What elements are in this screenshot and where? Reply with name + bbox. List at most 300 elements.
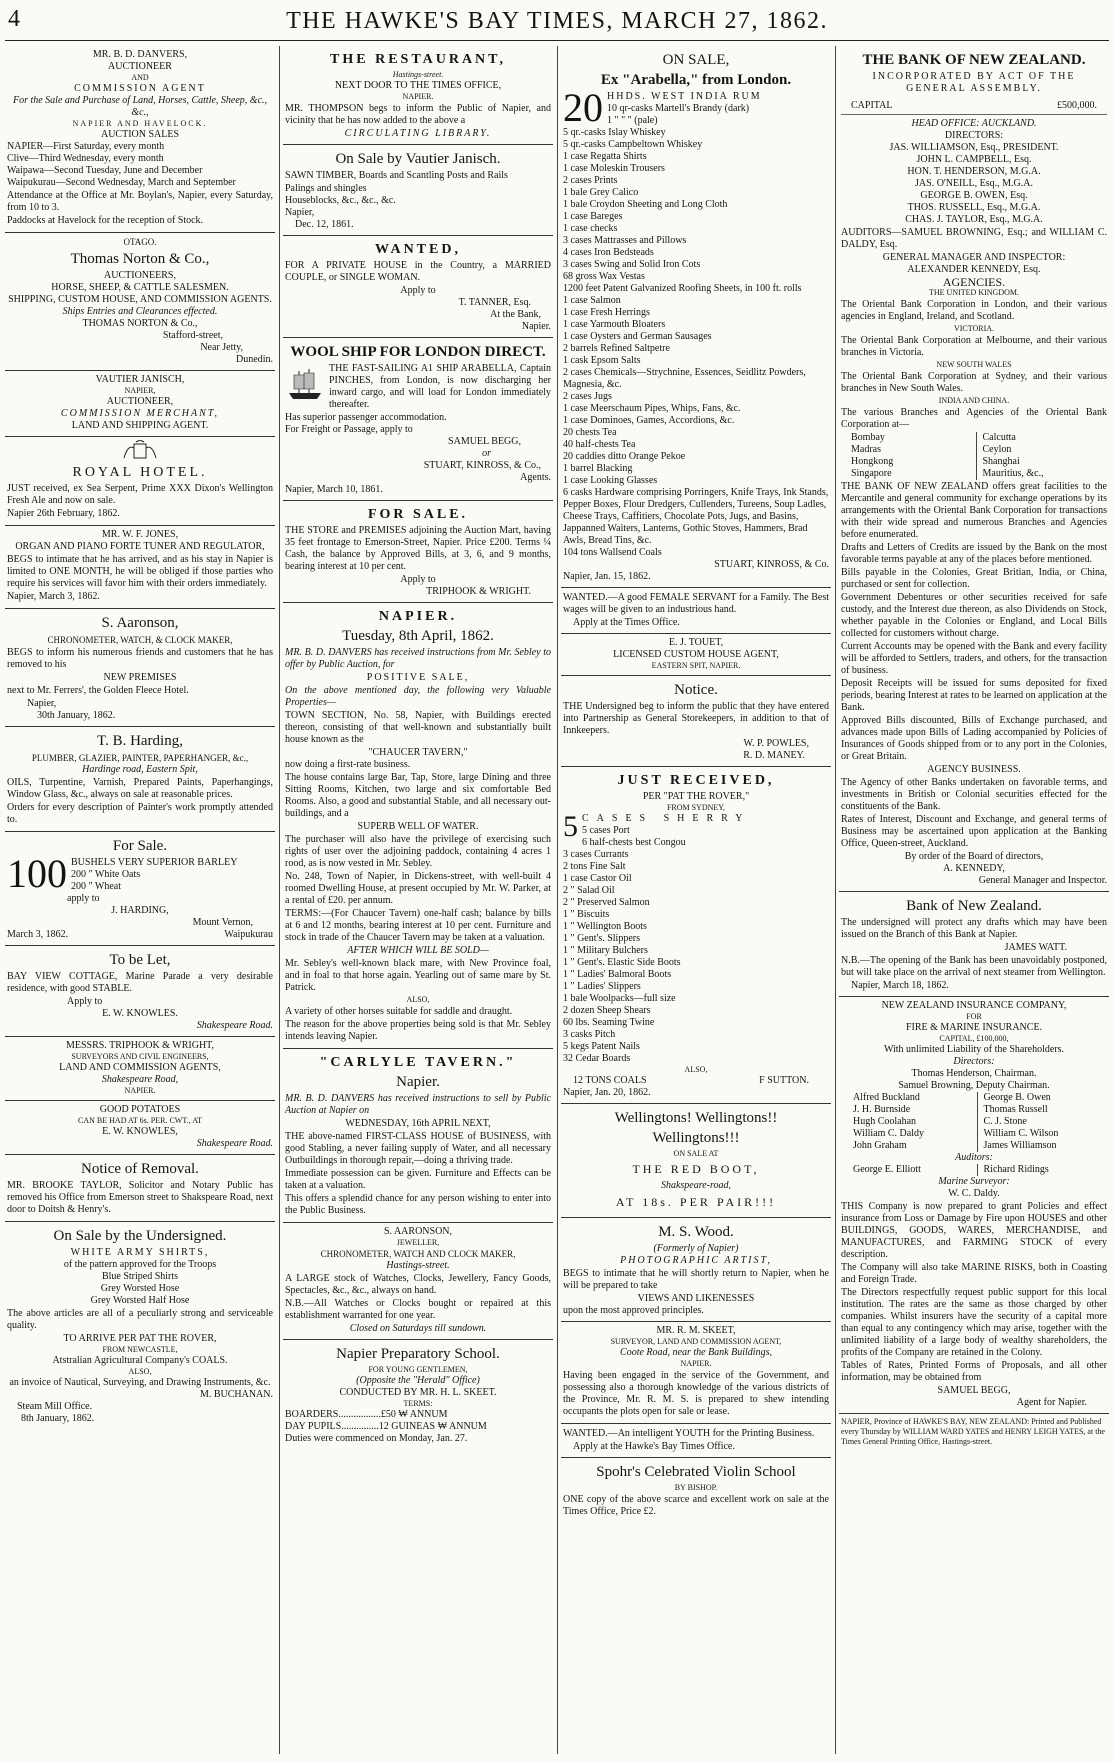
ad-line: Has superior passenger accommodation. [285, 412, 447, 423]
ad-body: THE Undersigned beg to inform the public that they have entered into Partnership as General Storekeepers, in addition to that of Innkeepers. [563, 701, 829, 736]
list-item: 1 case Fresh Herrings [563, 307, 650, 318]
list-item: 6 casks Hardware comprising Porringers, Knife Trays, Ink Stands, Pepper Boxes, Flour Dredgers, Cullenders, Tureens, Soup Ladles, Cheese Trays, Caffitiers, Chocolate Pots, Jugs, and Basins, Jappanned Waiters, Lanterns, Gothic Stoves, Hammers, Brad Awls, Bread Tins, &c. [563, 487, 829, 546]
list-item: 1 case Dominoes, Games, Accordions, &c. [563, 415, 735, 426]
advertiser-title: LAND AND COMMISSION AGENTS, [59, 1062, 221, 1073]
ad-body: THE BANK OF NEW ZEALAND offers great facilities to the Mercantile and general community for exchange operations by its arrangements with the Oriental Bank Corporation for transactions with their wide spread and numerous Branches and Agencies before enumerated. [841, 481, 1107, 540]
address-line: Coote Road, near the Bank Buildings, [620, 1347, 772, 1358]
ad-body: Orders for every description of Painter's work promptly attended to. [7, 802, 273, 825]
list-item: 3 cases Swing and Solid Iron Cots [563, 259, 701, 270]
ad-line: HEAD OFFICE: AUCKLAND. [911, 118, 1037, 129]
ad-line: "CHAUCER TAVERN," [368, 747, 468, 758]
list-item: 104 tons Wallsend Coals [563, 547, 662, 558]
ad-line: FROM SYDNEY, [666, 803, 726, 812]
fee-line: BOARDERS.................£50 ₩ ANNUM [285, 1409, 448, 1420]
list-item: 2 " Salad Oil [563, 885, 615, 896]
column-divider [835, 46, 836, 1754]
ad-body: MR. B. D. DANVERS has received instructions to sell by Public Auction at Napier on [285, 1093, 551, 1116]
ad-wanted-couple [283, 236, 553, 338]
large-number: 100 [7, 851, 67, 896]
ad-headline: Wellingtons!!! [652, 1130, 740, 1146]
ad-line: Agent for Napier. [1016, 1397, 1087, 1408]
section-heading: Auditors: [955, 1152, 993, 1163]
ad-body: N.B.—All Watches or Clocks bought or repaired at this establishment warranted for one year. [285, 1298, 551, 1321]
ad-headline: On Sale by Vautier Janisch. [335, 151, 501, 167]
ad-body: THIS Company is now prepared to grant Policies and effect insurance from Loss or Damage by Fire upon HOUSES and other BUILDINGS, GOODS, WARES, MERCHANDISE, and MANUFACTURES, and FARMING STOCK of every description. [841, 1201, 1107, 1260]
list-item: CHAS. J. TAYLOR, Esq., M.G.A. [905, 214, 1043, 225]
ad-line: General Manager and Inspector. [978, 875, 1107, 886]
address-line: Shakespeare Road. [196, 1138, 273, 1149]
list-item: Waipukurau—Second Wednesday, March and September [7, 177, 236, 188]
list-item: 5 qr.-casks Islay Whiskey [563, 127, 666, 138]
ad-aaronson [5, 609, 275, 727]
ad-body: WANTED.—An intelligent YOUTH for the Printing Business. [563, 1428, 815, 1439]
page-number: 4 [8, 6, 20, 32]
ad-body: Drafts and Letters of Credits are issued by the Bank on the most favorable terms payable at any of the places before mentioned. [841, 542, 1107, 565]
list-item: Richard Ridings [983, 1164, 1049, 1175]
section-heading: Marine Surveyor: [938, 1176, 1010, 1187]
ad-wanted-youth [561, 1424, 831, 1458]
region-heading: INDIA AND CHINA. [938, 396, 1010, 405]
signature: M. BUCHANAN. [199, 1389, 273, 1400]
ad-body: THE STORE and PREMISES adjoining the Auction Mart, having 35 feet frontage to Emerson-Street, Napier. Price £200. Terms ¼ Cash, the balance by Approved Bills, at 3, 6, and 9 months, bearing interest at 10 per cent. [285, 525, 551, 572]
ad-line: For Freight or Passage, apply to [285, 424, 413, 435]
ad-body: MR. B. D. DANVERS has received instructions from Mr. Sebley to offer by Public Auction, for [285, 647, 551, 670]
ad-body: The above articles are all of a peculiarly strong and serviceable quality. [7, 1308, 273, 1331]
list-item: 5 cases Port [582, 825, 630, 836]
ad-aaronson-jeweller [283, 1223, 553, 1340]
ad-line: VIEWS AND LIKENESSES [637, 1293, 755, 1304]
large-number: 5 [563, 810, 578, 843]
ad-date: WEDNESDAY, 16th APRIL NEXT, [345, 1118, 491, 1129]
ad-body: The house contains large Bar, Tap, Store, large Dining and three Sitting Rooms, Kitchen, two large and six comfortable Bed Rooms. Also, a good and substantial Stable, and all necessary out-buildings, and a [285, 772, 551, 819]
ad-on-sale-arabella [561, 46, 831, 588]
section-heading: AGENCIES. [942, 275, 1006, 289]
address-line: Shakespeare Road, [101, 1074, 179, 1085]
address-line: At the Bank, [490, 309, 541, 320]
list-item: JAS. WILLIAMSON, Esq., PRESIDENT. [889, 142, 1059, 153]
address-line: Near Jetty, [200, 342, 243, 353]
ad-body: MR. THOMPSON begs to inform the Public of Napier, and vicinity that he has now added to the above a [285, 103, 551, 126]
list-item: Blue Striped Shirts [101, 1271, 179, 1282]
advertiser-title: SURVEYORS AND CIVIL ENGINEERS, [71, 1052, 209, 1061]
ad-harding [5, 727, 275, 832]
ad-line: INCORPORATED BY ACT OF THE GENERAL ASSEMBLY. [872, 71, 1076, 94]
ad-body: AUDITORS—SAMUEL BROWNING, Esq.; and WILLIAM C. DALDY, Esq. [841, 227, 1107, 250]
list-item: Grey Worsted Hose [100, 1283, 180, 1294]
ad-line: TO ARRIVE PER PAT THE ROVER, [63, 1333, 217, 1344]
ad-headline: GOOD POTATOES [99, 1104, 181, 1115]
address-line: Dunedin. [236, 354, 273, 365]
ad-location: NAPIER. [680, 1359, 712, 1368]
ad-body: The various Branches and Agencies of the Oriental Bank Corporation at— [841, 407, 1107, 430]
ad-line: NEW PREMISES [103, 672, 177, 683]
ad-removal [5, 1155, 275, 1222]
ad-danvers [5, 46, 275, 233]
ad-line: HORSE, SHEEP, & CATTLE SALESMEN. [51, 282, 229, 293]
newspaper-masthead: THE HAWKE'S BAY TIMES, MARCH 27, 1862. [286, 8, 828, 34]
list-item: Shanghai [982, 456, 1020, 467]
list-item: 1 " Ladies' Slippers [563, 981, 641, 992]
advertiser-name: T. B. Harding, [97, 733, 183, 749]
list-item: 12 TONS COALS [573, 1075, 647, 1086]
list-item: 1 case Regatta Shirts [563, 151, 647, 162]
ad-restaurant [283, 46, 553, 145]
ad-vautier-timber [283, 145, 553, 236]
ad-line: apply to [67, 893, 100, 904]
list-item: 2 cases Jugs [563, 391, 612, 402]
list-item: 1 " Wellington Boots [563, 921, 647, 932]
ad-line: Apply to [400, 285, 436, 296]
list-item: 1 case Looking Glasses [563, 475, 658, 486]
ad-body: The Oriental Bank Corporation in London, and their various agencies in England, Ireland, and Scotland. [841, 299, 1107, 322]
ad-body: Mr. Sebley's well-known black mare, with New Province foal, and in foal to that horse again. Yearling out of same mare by St. Patrick. [285, 958, 551, 993]
list-item: 68 gross Wax Vestas [563, 271, 645, 282]
list-item: 1 " Ladies' Balmoral Boots [563, 969, 672, 980]
ad-body: On the above mentioned day, the following very Valuable Properties— [285, 685, 551, 708]
ad-line: now doing a first-rate business. [285, 759, 411, 770]
ad-headline: To be Let, [109, 952, 171, 968]
ad-body: TERMS:—(For Chaucer Tavern) one-half cash; balance by bills at 6 and 12 months, bearing interest at 10 per cent. Furniture and stock in trade of the Chaucer Tavern may be taken at a valuation. [285, 908, 551, 943]
address-line: Hardinge road, Eastern Spit, [82, 764, 198, 775]
section-heading: DIRECTORS: [944, 130, 1004, 141]
ad-body: CAN BE HAD AT 6s. PER. CWT., AT [78, 1116, 202, 1125]
ad-line: THE RED BOOT, [632, 1162, 760, 1176]
list-item: Madras [851, 444, 881, 455]
advertiser-title: LICENSED CUSTOM HOUSE AGENT, [613, 649, 779, 660]
ad-headline: For Sale. [112, 838, 168, 854]
ad-location: EASTERN SPIT, NAPIER. [651, 661, 741, 670]
advertiser-name: VAUTIER JANISCH, [95, 374, 185, 385]
list-item: James Williamson [983, 1140, 1057, 1151]
ad-body: next to Mr. Ferrers', the Golden Fleece Hotel. [7, 685, 189, 696]
column-1 [5, 46, 275, 1746]
ad-body: The Oriental Bank Corporation at Melbourne, and their various branches in Victoria. [841, 335, 1107, 358]
signature: THOMAS NORTON & Co., [82, 318, 198, 329]
ad-line: Duties were commenced on Monday, Jan. 27. [285, 1433, 468, 1444]
list-item: 1 bale Grey Calico [563, 187, 639, 198]
ad-line: ON SALE AT [673, 1149, 719, 1158]
ad-spohr-violin [561, 1458, 831, 1523]
ad-body: JUST received, ex Sea Serpent, Prime XXX Dixon's Wellington Fresh Ale and now on sale. [7, 483, 273, 506]
connector-text: AND [131, 73, 149, 82]
ad-line: PER "PAT THE ROVER," [642, 791, 750, 802]
column-divider [557, 46, 558, 1754]
ad-line: CIRCULATING LIBRARY. [344, 128, 492, 139]
ad-buchanan [5, 1222, 275, 1429]
connector-text: or [482, 448, 491, 459]
list-item: 2 dozen Sheep Shears [563, 1005, 651, 1016]
capital-value: £500,000. [1057, 100, 1097, 111]
ad-body: an invoice of Nautical, Surveying, and Drawing Instruments, &c. [9, 1377, 271, 1388]
list-item: 3 cases Mattrasses and Pillows [563, 235, 687, 246]
list-item: of the pattern approved for the Troops [63, 1259, 217, 1270]
ad-body: BEGS to intimate that he will shortly return to Napier, when he will be prepared to take [563, 1268, 829, 1291]
ad-headline: Notice. [674, 682, 718, 698]
list-item: 2 cases Chemicals—Strychnine, Essences, Seidlitz Powders, Magnesia, &c. [563, 367, 806, 390]
sales-list [7, 141, 273, 189]
ad-headline: Spohr's Celebrated Violin School [596, 1464, 796, 1480]
ad-nz-insurance [839, 997, 1109, 1414]
ad-line: ALEXANDER KENNEDY, Esq. [907, 264, 1041, 275]
list-item: 5 qr.-casks Campbeltown Whiskey [563, 139, 703, 150]
ad-line: CAPITAL, £100,000, [939, 1034, 1009, 1043]
ad-line: Apply at the Hawke's Bay Times Office. [573, 1441, 735, 1452]
list-item: 2 cases Prints [563, 175, 618, 186]
ad-location: NAPIER. [124, 1086, 156, 1095]
ad-body: The Agency of other Banks undertaken on favorable terms, and investments in British or Colonial securities effected for the constituents of the Bank. [841, 777, 1107, 812]
list-item: CASES SHERRY [582, 813, 751, 824]
ad-line: Apply to [67, 996, 103, 1007]
list-item: Mauritius, &c., [982, 468, 1044, 479]
ad-line: Apply at the Times Office. [573, 617, 680, 628]
ad-body: Approved Bills discounted, Bills of Exchange purchased, and advances made upon Bills of Lading accompanied by Policies of Insurances of Goods shipped from or to any port in the Colonies, or Great Britain. [841, 715, 1107, 762]
signature: F SUTTON. [759, 1075, 809, 1086]
ad-body: The Oriental Bank Corporation at Sydney, and their various branches in New South Wales. [841, 371, 1107, 394]
list-item: 1 case Meerschaum Pipes, Whips, Fans, &c. [563, 403, 741, 414]
ad-line: W. C. Daldy. [948, 1188, 1000, 1199]
directors-list [841, 142, 1107, 226]
ad-body: BAY VIEW COTTAGE, Marine Parade a very desirable residence, with good STABLE. [7, 971, 273, 994]
ad-triphook [5, 1037, 275, 1101]
ad-date: Napier, Jan. 20, 1862. [563, 1087, 651, 1098]
list-item: 1 case Bareges [563, 211, 623, 222]
ad-headline: ON SALE, [662, 52, 730, 68]
ad-body: Rates of Interest, Discount and Exchange, and general terms of Business may be ascertained upon application at the Banking Office, Queen-street, Auckland. [841, 814, 1107, 849]
royal-crest-icon [120, 440, 160, 462]
ad-wood-photographer [561, 1218, 831, 1322]
ad-line: SUPERB WELL OF WATER. [357, 821, 479, 832]
ad-headline: On Sale by the Undersigned. [53, 1228, 227, 1244]
ad-body: The purchaser will also have the privilege of exercising such rights of user over the adjoining paddock, containing 4 acres 1 rood, as is now vested in Mr. Sebley. [285, 834, 551, 869]
list-item: NAPIER—First Saturday, every month [7, 141, 165, 152]
ad-wanted-servant [561, 588, 831, 634]
ad-body: The Directors respectfully request public support for this local institution. The rates are the same as those charged by other companies. Whilst insurers have the security of a capital more than equal to any contingency which may arise, together with the unlimited liability of a large body of wealthy shareholders, the profits of the Company are retained in the Colony. [841, 1287, 1107, 1358]
ad-body: OILS, Turpentine, Varnish, Prepared Paints, Paperhangings, Window Glass, &c., always on sale at reasonable prices. [7, 777, 273, 800]
ad-body: BEGS to inform his numerous friends and customers that he has removed to his [7, 647, 273, 670]
list-item: William C. Daldy [853, 1128, 924, 1139]
advertiser-title: ORGAN AND PIANO FORTE TUNER AND REGULATOR, [15, 541, 265, 552]
list-item: 200 " Wheat [71, 881, 121, 892]
ad-bank-napier [839, 892, 1109, 997]
ad-notice-partnership [561, 676, 831, 767]
ad-body: N.B.—The opening of the Bank has been unavoidably postponed, but will take place on the arrival of next steamer from Wellington. [841, 955, 1107, 978]
ad-date: March 3, 1862. [7, 929, 69, 940]
ad-janisch [5, 371, 275, 437]
ad-date: 30th January, 1862. [37, 710, 116, 721]
list-item: Bombay [851, 432, 885, 443]
ad-line: FOR YOUNG GENTLEMEN, [368, 1365, 468, 1374]
ad-description: For the Sale and Purchase of Land, Horses, Cattle, Sheep, &c., &c., [12, 95, 268, 118]
ad-line: AT 18s. PER PAIR!!! [615, 1195, 777, 1209]
sailing-ship-icon [285, 363, 325, 403]
ad-date: Napier, March 3, 1862. [7, 591, 100, 602]
ad-date: 8th January, 1862. [21, 1413, 95, 1424]
advertiser-name: M. S. Wood. [658, 1224, 734, 1240]
ad-body: ONE copy of the above scarce and excellent work on sale at the Times Office, Price £2. [563, 1494, 829, 1517]
signature: W. P. POWLES, [743, 738, 809, 749]
ad-line: (Formerly of Napier) [653, 1243, 739, 1254]
ad-line: ALSO, [684, 1065, 708, 1074]
ad-date: Napier, Jan. 15, 1862. [563, 571, 651, 582]
ad-line: TERMS: [403, 1399, 433, 1408]
column-3 [561, 46, 831, 1746]
list-item: 3 casks Pitch [563, 1029, 616, 1040]
ad-body: Current Accounts may be opened with the Bank and every facility will be afforded to Settlers, traders, and others, for the transaction of business. [841, 641, 1107, 676]
address-line: Hastings-street. [392, 70, 444, 79]
ad-line: Thomas Henderson, Chairman. [911, 1068, 1037, 1079]
list-item: 5 kegs Patent Nails [563, 1041, 640, 1052]
ad-location: Waipukurau [224, 929, 273, 940]
ad-headline: WANTED, [375, 242, 461, 257]
ad-location: NAPIER. [402, 92, 434, 101]
ad-store-for-sale [283, 501, 553, 603]
ad-just-received [561, 767, 831, 1104]
ad-line: Atstralian Agricultural Company's COALS. [52, 1355, 228, 1366]
section-heading: AUCTION SALES [100, 129, 180, 140]
ad-skeet [561, 1322, 831, 1424]
list-item: 20 caddies ditto Orange Pekoe [563, 451, 686, 462]
list-item: 1 " Biscuits [563, 909, 610, 920]
ad-headline: Notice of Removal. [81, 1161, 199, 1177]
list-item: 6 half-chests best Congou [582, 837, 686, 848]
ad-headline: ROYAL HOTEL. [72, 465, 208, 480]
list-item: 1 case Moleskin Trousers [563, 163, 665, 174]
advertiser-name: E. J. TOUET, [668, 637, 724, 648]
ad-body: The undersigned will protect any drafts which may have been issued on the Branch of this Bank at Napier. [841, 917, 1107, 940]
ad-wellingtons [561, 1104, 831, 1218]
ad-headline: FOR SALE. [367, 507, 469, 522]
ad-location: NAPIER, [124, 386, 156, 395]
list-item: HHDS. WEST INDIA RUM [607, 91, 762, 102]
list-item: BUSHELS VERY SUPERIOR BARLEY [71, 857, 238, 868]
ad-subheadline: Ex "Arabella," from London. [600, 72, 792, 88]
ad-headline: THE BANK OF NEW ZEALAND. [862, 52, 1086, 68]
list-item: 1 bale Croydon Sheeting and Long Cloth [563, 199, 728, 210]
ad-body: Having been engaged in the service of the Government, and possessing also a thorough knowledge of the various districts of the Province, Mr. R. M. S. is prepared to shew intending occupants the plots open for sale or lease. [563, 1370, 829, 1417]
address-line: Shakspeare-road, [660, 1180, 732, 1191]
list-item: 1 bale Woolpacks—full size [563, 993, 676, 1004]
region-heading: THE UNITED KINGDOM. [929, 288, 1019, 297]
ad-line: WHITE ARMY SHIRTS, [70, 1247, 210, 1258]
ad-line: BY BISHOP. [674, 1483, 718, 1492]
list-item: 1 cask Epsom Salts [563, 355, 641, 366]
ad-body: MR. BROOKE TAYLOR, Solicitor and Notary Public has removed his Office from Emerson street to Shakspeare Road, next door to Doitsh & Henry's. [7, 1180, 273, 1215]
ad-location: Napier. [521, 321, 551, 332]
column-divider [279, 46, 280, 1754]
advertiser-title: JEWELLER, [396, 1238, 440, 1247]
ad-line: Closed on Saturdays till sundown. [349, 1323, 487, 1334]
ad-royal-hotel [5, 437, 275, 526]
ad-headline: JUST RECEIVED, [617, 773, 775, 788]
ad-headline: NEW ZEALAND INSURANCE COMPANY, [881, 1000, 1067, 1011]
ad-body: A LARGE stock of Watches, Clocks, Jewellery, Fancy Goods, Spectacles, &c., &c., always on hand. [285, 1273, 551, 1296]
ad-headline: NAPIER. [378, 609, 458, 624]
advertiser-name: Thomas Norton & Co., [70, 251, 210, 267]
signature: R. D. MANEY. [743, 750, 805, 761]
advertiser-title: COMMISSION MERCHANT, [60, 408, 220, 419]
list-item: 1 " Military Bulchers [563, 945, 648, 956]
ad-line: ALSO, [128, 1367, 152, 1376]
list-item: William C. Wilson [983, 1128, 1059, 1139]
ad-location: Napier, [285, 207, 315, 218]
list-item: 1 case Salmon [563, 295, 621, 306]
ad-headline: "CARLYLE TAVERN." [319, 1055, 517, 1070]
ad-body: Bills payable in the Colonies, Great Britian, India, or China, purchased or sent for collection. [841, 567, 1107, 590]
signature: STUART, KINROSS, & Co., [423, 460, 541, 471]
advertiser-title: COMMISSION AGENT [74, 83, 206, 94]
ad-to-be-let [5, 946, 275, 1037]
ad-headline: THE RESTAURANT, [330, 52, 506, 67]
list-item: 2 tons Fine Salt [563, 861, 626, 872]
list-item: 20 chests Tea [563, 427, 617, 438]
region-heading: NEW SOUTH WALES [936, 360, 1012, 369]
ad-line: AFTER WHICH WILL BE SOLD— [347, 945, 489, 956]
list-item: THOS. RUSSELL, Esq., M.G.A. [907, 202, 1041, 213]
advertiser-title: LAND AND SHIPPING AGENT. [71, 420, 209, 431]
list-item: Palings and shingles [285, 183, 367, 194]
list-item: Ceylon [982, 444, 1012, 455]
ad-line: CONDUCTED BY MR. H. L. SKEET. [339, 1387, 497, 1398]
ad-headline: Wellingtons! Wellingtons!! [614, 1110, 778, 1126]
list-item: 60 lbs. Seaming Twine [563, 1017, 655, 1028]
advertiser-name: S. Aaronson, [101, 615, 179, 631]
ad-body: THE FAST-SAILING A1 SHIP ARABELLA, Captain PINCHES, from London, is now discharging her inward cargo, and will load for London immediately thereafter. [329, 363, 551, 410]
list-item: George B. Owen [983, 1092, 1051, 1103]
signature: TRIPHOOK & WRIGHT. [426, 586, 531, 597]
signature: T. TANNER, Esq. [458, 297, 531, 308]
ad-body: Deposit Receipts will be issued for sums deposited for fixed periods, bearing Interest at rates to be learned on application at the Bank. [841, 678, 1108, 713]
list-item: JAS. O'NEILL, Esq., M.G.A. [915, 178, 1033, 189]
list-item: 3 cases Currants [563, 849, 629, 860]
list-item: Hugh Coolahan [853, 1116, 917, 1127]
list-item: 40 half-chests Tea [563, 439, 636, 450]
list-item: HON. T. HENDERSON, M.G.A. [907, 166, 1041, 177]
list-item: Alfred Buckland [853, 1092, 920, 1103]
column-4 [839, 46, 1109, 1746]
list-item: 32 Cedar Boards [563, 1053, 631, 1064]
signature: SAMUEL BEGG, [448, 436, 521, 447]
list-item: 1200 feet Patent Galvanized Roofing Sheets, in 100 ft. rolls [563, 283, 802, 294]
signature: E. W. KNOWLES, [102, 1126, 178, 1137]
signature: J. HARDING, [111, 905, 169, 916]
goods-list [563, 103, 829, 559]
ad-body: THE above-named FIRST-CLASS HOUSE of BUSINESS, with good Stabling, a never failing supply of Water, and all necessary Outbuildings in thorough repair,—doing a thriving trade. [285, 1131, 551, 1166]
ad-line: Agents. [520, 472, 551, 483]
header-rule [5, 40, 1109, 41]
ad-carlyle-tavern [283, 1049, 553, 1223]
list-item: GEORGE B. OWEN, Esq. [920, 190, 1028, 201]
advertiser-title: CHRONOMETER, WATCH, & CLOCK MAKER, [47, 635, 233, 645]
advertiser-title: AUCTIONEER, [106, 396, 174, 407]
list-item: Waipawa—Second Tuesday, June and December [7, 165, 203, 176]
list-item: 1 barrel Blacking [563, 463, 633, 474]
ad-body: SAWN TIMBER, Boards and Scantling Posts and Rails [285, 170, 508, 181]
ad-touet [561, 634, 831, 676]
list-item: 1 case Oysters and German Sausages [563, 331, 712, 342]
ad-potatoes [5, 1101, 275, 1155]
signature: A. KENNEDY, [943, 863, 1005, 874]
advertiser-name: MR. W. F. JONES, [101, 529, 179, 540]
connector-text: FOR [966, 1012, 982, 1021]
ad-body: TOWN SECTION, No. 58, Napier, with Buildings erected thereon, consisting of that well-known and substantially built house known as the [285, 710, 551, 745]
list-item: 4 cases Iron Bedsteads [563, 247, 654, 258]
list-item: J. H. Burnside [853, 1104, 911, 1115]
ad-norton [5, 233, 275, 371]
advertiser-name: S. AARONSON, [383, 1226, 453, 1237]
ad-line: Samuel Browning, Deputy Chairman. [898, 1080, 1050, 1091]
list-item: 1 " Gent's. Slippers [563, 933, 640, 944]
column-2 [283, 46, 553, 1746]
